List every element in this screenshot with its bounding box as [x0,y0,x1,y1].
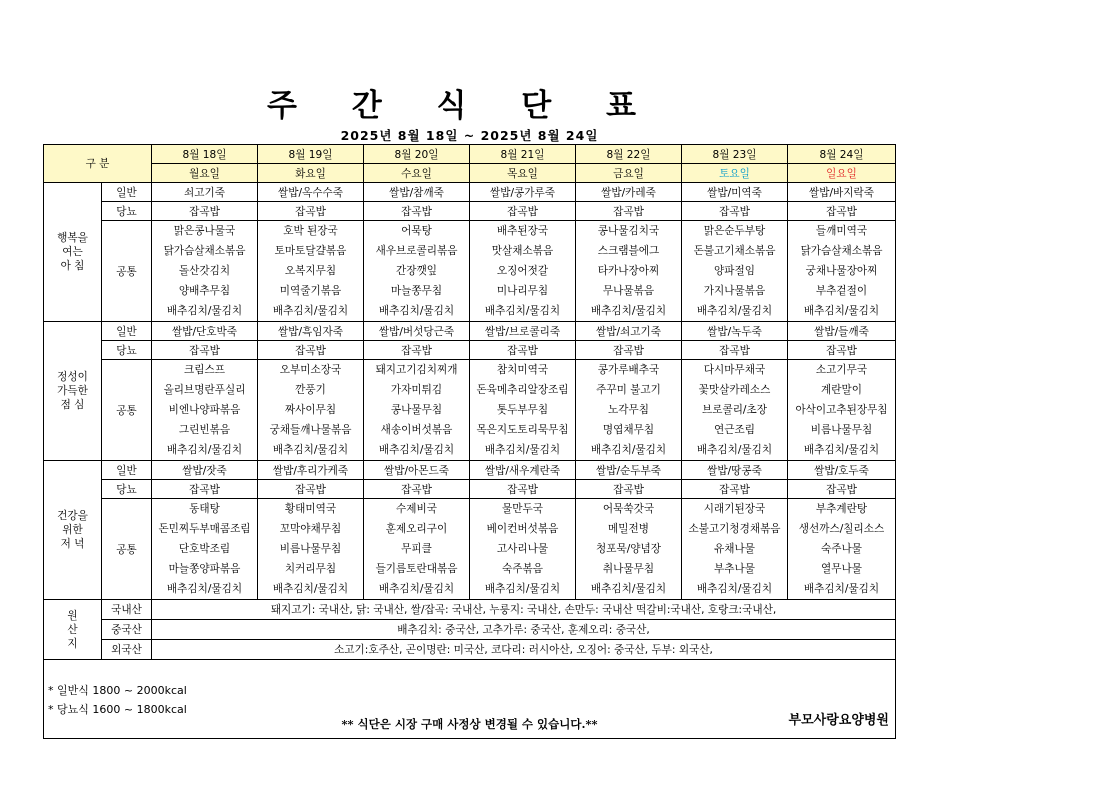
diabetic-menu-item: 잡곡밥 [682,202,788,221]
origin-detail: 돼지고기: 국내산, 닭: 국내산, 쌀/잡곡: 국내산, 누룽지: 국내산, 손만두: 국내산 떡갈비:국내산, 호랑크:국내산, [152,600,896,620]
kcal-note-diabetic: * 당뇨식 1600 ~ 1800kcal [48,703,187,716]
header-date: 8월 18일 [152,145,258,164]
common-menu-item: 배추김치/물김치 [590,444,667,456]
common-menu-item: 배추김치/물김치 [378,305,455,317]
common-menu-item: 그린빈볶음 [178,424,231,436]
common-menu-cell [470,360,576,461]
header-day: 목요일 [470,164,576,183]
common-menu-item: 어묵탕 [401,225,432,237]
common-menu-item: 무나물볶음 [602,285,655,297]
common-menu-item: 배추김치/물김치 [272,583,349,595]
diabetic-menu-item: 잡곡밥 [152,202,258,221]
header-day: 일요일 [788,164,896,183]
common-menu-cell [682,499,788,600]
common-menu-item: 미나리무침 [496,285,549,297]
origin-detail: 소고기:호주산, 곤이명란: 미국산, 코다리: 러시아산, 오징어: 중국산, 두부: 외국산, [152,640,896,660]
common-menu-item: 간장깻잎 [396,265,437,277]
diabetic-menu-item: 잡곡밥 [152,480,258,499]
common-menu-item: 오부미소장국 [279,364,342,376]
common-menu-item: 배추김치/물김치 [378,583,455,595]
common-menu-item: 비름나물무침 [279,543,342,555]
common-menu-cell [470,499,576,600]
common-menu-item: 배추김치/물김치 [484,444,561,456]
common-menu-item: 베이컨버섯볶음 [486,523,559,535]
common-menu-item: 계란말이 [821,384,862,396]
header-date: 8월 23일 [682,145,788,164]
header-day: 수요일 [364,164,470,183]
general-menu-item: 쌀밥/잣죽 [152,461,258,480]
common-menu-item: 부추계란탕 [815,503,868,515]
row-label-diabetic: 당뇨 [102,480,152,499]
common-menu-item: 배추김치/물김치 [590,305,667,317]
header-gubun: 구 분 [44,145,152,183]
diabetic-menu-item: 잡곡밥 [576,480,682,499]
common-menu-item: 배추김치/물김치 [803,583,880,595]
diabetic-menu-item: 잡곡밥 [788,480,896,499]
header-date: 8월 22일 [576,145,682,164]
common-menu-item: 닭가슴살채소볶음 [800,245,883,257]
common-menu-item: 배추된장국 [496,225,549,237]
common-menu-item: 배추김치/물김치 [378,444,455,456]
common-menu-cell [364,221,470,322]
common-menu-item: 유채나물 [714,543,755,555]
common-menu-item: 미역줄기볶음 [279,285,342,297]
common-menu-item: 토마토달걀볶음 [274,245,347,257]
diabetic-menu-item: 잡곡밥 [576,341,682,360]
common-menu-item: 돈민찌두부매콤조림 [158,523,251,535]
common-menu-item: 타카나장아찌 [597,265,660,277]
common-menu-cell [576,221,682,322]
common-menu-item: 동태탕 [189,503,220,515]
general-menu-item: 쌀밥/콩가루죽 [470,183,576,202]
common-menu-item: 스크램블에그 [597,245,660,257]
general-menu-item: 쌀밥/버섯당근죽 [364,322,470,341]
general-menu-item: 쇠고기죽 [152,183,258,202]
common-menu-item: 배추김치/물김치 [590,583,667,595]
common-menu-item: 배추김치/물김치 [803,444,880,456]
common-menu-cell [682,360,788,461]
common-menu-item: 소불고기청경채볶음 [688,523,781,535]
common-menu-item: 황태미역국 [284,503,337,515]
common-menu-item: 호박 된장국 [283,225,338,237]
diabetic-menu-item: 잡곡밥 [258,480,364,499]
common-menu-item: 숙주볶음 [502,563,543,575]
common-menu-cell [258,360,364,461]
common-menu-cell [682,221,788,322]
common-menu-item: 들기름토란대볶음 [375,563,458,575]
diabetic-menu-item: 잡곡밥 [470,480,576,499]
general-menu-item: 쌀밥/새우계란죽 [470,461,576,480]
general-menu-item: 쌀밥/녹두죽 [682,322,788,341]
common-menu-item: 마늘쫑무침 [390,285,443,297]
common-menu-item: 양파절임 [714,265,755,277]
common-menu-item: 돈육메추리알장조림 [476,384,569,396]
common-menu-item: 다시마무채국 [703,364,766,376]
common-menu-item: 단호박조림 [178,543,231,555]
general-menu-item: 쌀밥/쇠고기죽 [576,322,682,341]
kcal-note-general: * 일반식 1800 ~ 2000kcal [48,684,187,697]
common-menu-item: 숙주나물 [821,543,862,555]
common-menu-item: 짜사이무침 [284,404,337,416]
common-menu-item: 돈불고기채소볶음 [693,245,776,257]
common-menu-item: 양배추무침 [178,285,231,297]
footer-notes [44,660,896,739]
common-menu-item: 맛살채소볶음 [491,245,554,257]
common-menu-cell [788,221,896,322]
header-date: 8월 21일 [470,145,576,164]
common-menu-item: 꽃맛살카레소스 [698,384,771,396]
common-menu-item: 궁채나물장아찌 [805,265,878,277]
common-menu-item: 시래기된장국 [703,503,766,515]
weekly-menu-table [43,144,896,739]
diabetic-menu-item: 잡곡밥 [364,480,470,499]
row-label-general: 일반 [102,183,152,202]
common-menu-item: 배추김치/물김치 [272,305,349,317]
common-menu-item: 고사리나물 [496,543,549,555]
common-menu-item: 가자미튀김 [390,384,443,396]
page-title: 주 간 식 단 표 [267,88,658,124]
row-label-general: 일반 [102,322,152,341]
meal-name: 건강을 위한 저 녁 [44,461,102,600]
header-day: 월요일 [152,164,258,183]
common-menu-item: 명엽채무침 [602,424,655,436]
row-label-common: 공통 [102,221,152,322]
general-menu-item: 쌀밥/흑임자죽 [258,322,364,341]
common-menu-cell [258,499,364,600]
general-menu-item: 쌀밥/호두죽 [788,461,896,480]
diabetic-menu-item: 잡곡밥 [470,341,576,360]
diabetic-menu-item: 잡곡밥 [364,202,470,221]
general-menu-item: 쌀밥/순두부죽 [576,461,682,480]
general-menu-item: 쌀밥/브로콜리죽 [470,322,576,341]
general-menu-item: 쌀밥/아몬드죽 [364,461,470,480]
common-menu-item: 소고기무국 [815,364,868,376]
header-date: 8월 20일 [364,145,470,164]
common-menu-item: 비엔나양파볶음 [168,404,241,416]
common-menu-item: 무피클 [401,543,432,555]
common-menu-item: 들깨미역국 [815,225,868,237]
common-menu-item: 훈제오리구이 [385,523,448,535]
common-menu-item: 열무나물 [821,563,862,575]
origin-country: 외국산 [102,640,152,660]
common-menu-item: 맑은순두부탕 [703,225,766,237]
general-menu-item: 쌀밥/단호박죽 [152,322,258,341]
header-day: 금요일 [576,164,682,183]
common-menu-cell [788,360,896,461]
common-menu-item: 배추김치/물김치 [166,444,243,456]
diabetic-menu-item: 잡곡밥 [576,202,682,221]
common-menu-item: 어묵쑥갓국 [602,503,655,515]
origin-label: 원 산 지 [44,600,102,660]
common-menu-item: 콩나물무침 [390,404,443,416]
common-menu-item: 가지나물볶음 [703,285,766,297]
diabetic-menu-item: 잡곡밥 [470,202,576,221]
common-menu-item: 궁채들깨나물볶음 [269,424,352,436]
common-menu-item: 브로콜리/초장 [702,404,767,416]
common-menu-item: 부추겉절이 [815,285,868,297]
common-menu-item: 배추김치/물김치 [484,305,561,317]
origin-detail: 배추김치: 중국산, 고추가루: 중국산, 훈제오리: 중국산, [152,620,896,640]
common-menu-item: 꼬막야채무침 [279,523,342,535]
common-menu-item: 치커리무침 [284,563,337,575]
common-menu-item: 오복지무침 [284,265,337,277]
common-menu-item: 연근조림 [714,424,755,436]
hospital-name: 부모사랑요양병원 [788,713,889,728]
common-menu-item: 깐풍기 [295,384,326,396]
diabetic-menu-item: 잡곡밥 [258,341,364,360]
header-date: 8월 19일 [258,145,364,164]
common-menu-item: 새우브로콜리볶음 [375,245,458,257]
change-notice: ** 식단은 시장 구매 사정상 변경될 수 있습니다.** [341,717,598,731]
general-menu-item: 쌀밥/옥수수죽 [258,183,364,202]
common-menu-cell [788,499,896,600]
common-menu-cell [152,221,258,322]
diabetic-menu-item: 잡곡밥 [682,341,788,360]
common-menu-item: 노각무침 [608,404,649,416]
origin-country: 국내산 [102,600,152,620]
common-menu-cell [576,360,682,461]
common-menu-item: 배추김치/물김치 [166,583,243,595]
common-menu-cell [152,499,258,600]
common-menu-cell [470,221,576,322]
common-menu-item: 새송이버섯볶음 [380,424,453,436]
general-menu-item: 쌀밥/바지락죽 [788,183,896,202]
general-menu-item: 쌀밥/후리가케죽 [258,461,364,480]
common-menu-item: 배추김치/물김치 [696,583,773,595]
common-menu-item: 마늘쫑양파볶음 [168,563,241,575]
common-menu-item: 부추나물 [714,563,755,575]
general-menu-item: 쌀밥/미역죽 [682,183,788,202]
common-menu-item: 배추김치/물김치 [696,305,773,317]
common-menu-item: 취나물무침 [602,563,655,575]
diabetic-menu-item: 잡곡밥 [788,202,896,221]
common-menu-item: 수제비국 [396,503,437,515]
row-label-diabetic: 당뇨 [102,202,152,221]
common-menu-item: 목은지도토리묵무침 [476,424,569,436]
common-menu-item: 참치미역국 [496,364,549,376]
common-menu-item: 오징어젓갈 [496,265,549,277]
diabetic-menu-item: 잡곡밥 [364,341,470,360]
common-menu-item: 배추김치/물김치 [803,305,880,317]
general-menu-item: 쌀밥/땅콩죽 [682,461,788,480]
common-menu-item: 크림스프 [184,364,225,376]
meal-name: 정성이 가득한 점 심 [44,322,102,461]
common-menu-cell [364,360,470,461]
common-menu-item: 돼지고기김치찌개 [375,364,458,376]
common-menu-item: 톳두부무침 [496,404,549,416]
common-menu-item: 비름나물무침 [810,424,873,436]
row-label-diabetic: 당뇨 [102,341,152,360]
diabetic-menu-item: 잡곡밥 [258,202,364,221]
common-menu-item: 주꾸미 불고기 [596,384,661,396]
menu-period: 2025년 8월 18일 ~ 2025년 8월 24일 [340,128,599,143]
common-menu-item: 배추김치/물김치 [696,444,773,456]
diabetic-menu-item: 잡곡밥 [788,341,896,360]
origin-country: 중국산 [102,620,152,640]
common-menu-item: 올리브명란푸실리 [163,384,246,396]
diabetic-menu-item: 잡곡밥 [152,341,258,360]
diabetic-menu-item: 잡곡밥 [682,480,788,499]
header-day: 토요일 [682,164,788,183]
common-menu-item: 배추김치/물김치 [272,444,349,456]
row-label-common: 공통 [102,360,152,461]
common-menu-item: 메밀전병 [608,523,649,535]
row-label-general: 일반 [102,461,152,480]
common-menu-cell [258,221,364,322]
general-menu-item: 쌀밥/카레죽 [576,183,682,202]
common-menu-item: 콩나물김치국 [597,225,660,237]
common-menu-cell [576,499,682,600]
header-day: 화요일 [258,164,364,183]
common-menu-item: 생선까스/칠리소스 [798,523,885,535]
common-menu-item: 돌산갓김치 [178,265,231,277]
general-menu-item: 쌀밥/참깨죽 [364,183,470,202]
row-label-common: 공통 [102,499,152,600]
common-menu-item: 콩가루배추국 [597,364,660,376]
general-menu-item: 쌀밥/들깨죽 [788,322,896,341]
common-menu-item: 물만두국 [502,503,543,515]
common-menu-cell [152,360,258,461]
common-menu-item: 맑은콩나물국 [173,225,236,237]
common-menu-item: 아삭이고추된장무침 [795,404,888,416]
common-menu-item: 닭가슴살채소볶음 [163,245,246,257]
common-menu-item: 청포묵/양념장 [596,543,661,555]
common-menu-item: 배추김치/물김치 [166,305,243,317]
common-menu-item: 배추김치/물김치 [484,583,561,595]
common-menu-cell [364,499,470,600]
meal-name: 행복을 여는 아 침 [44,183,102,322]
header-date: 8월 24일 [788,145,896,164]
